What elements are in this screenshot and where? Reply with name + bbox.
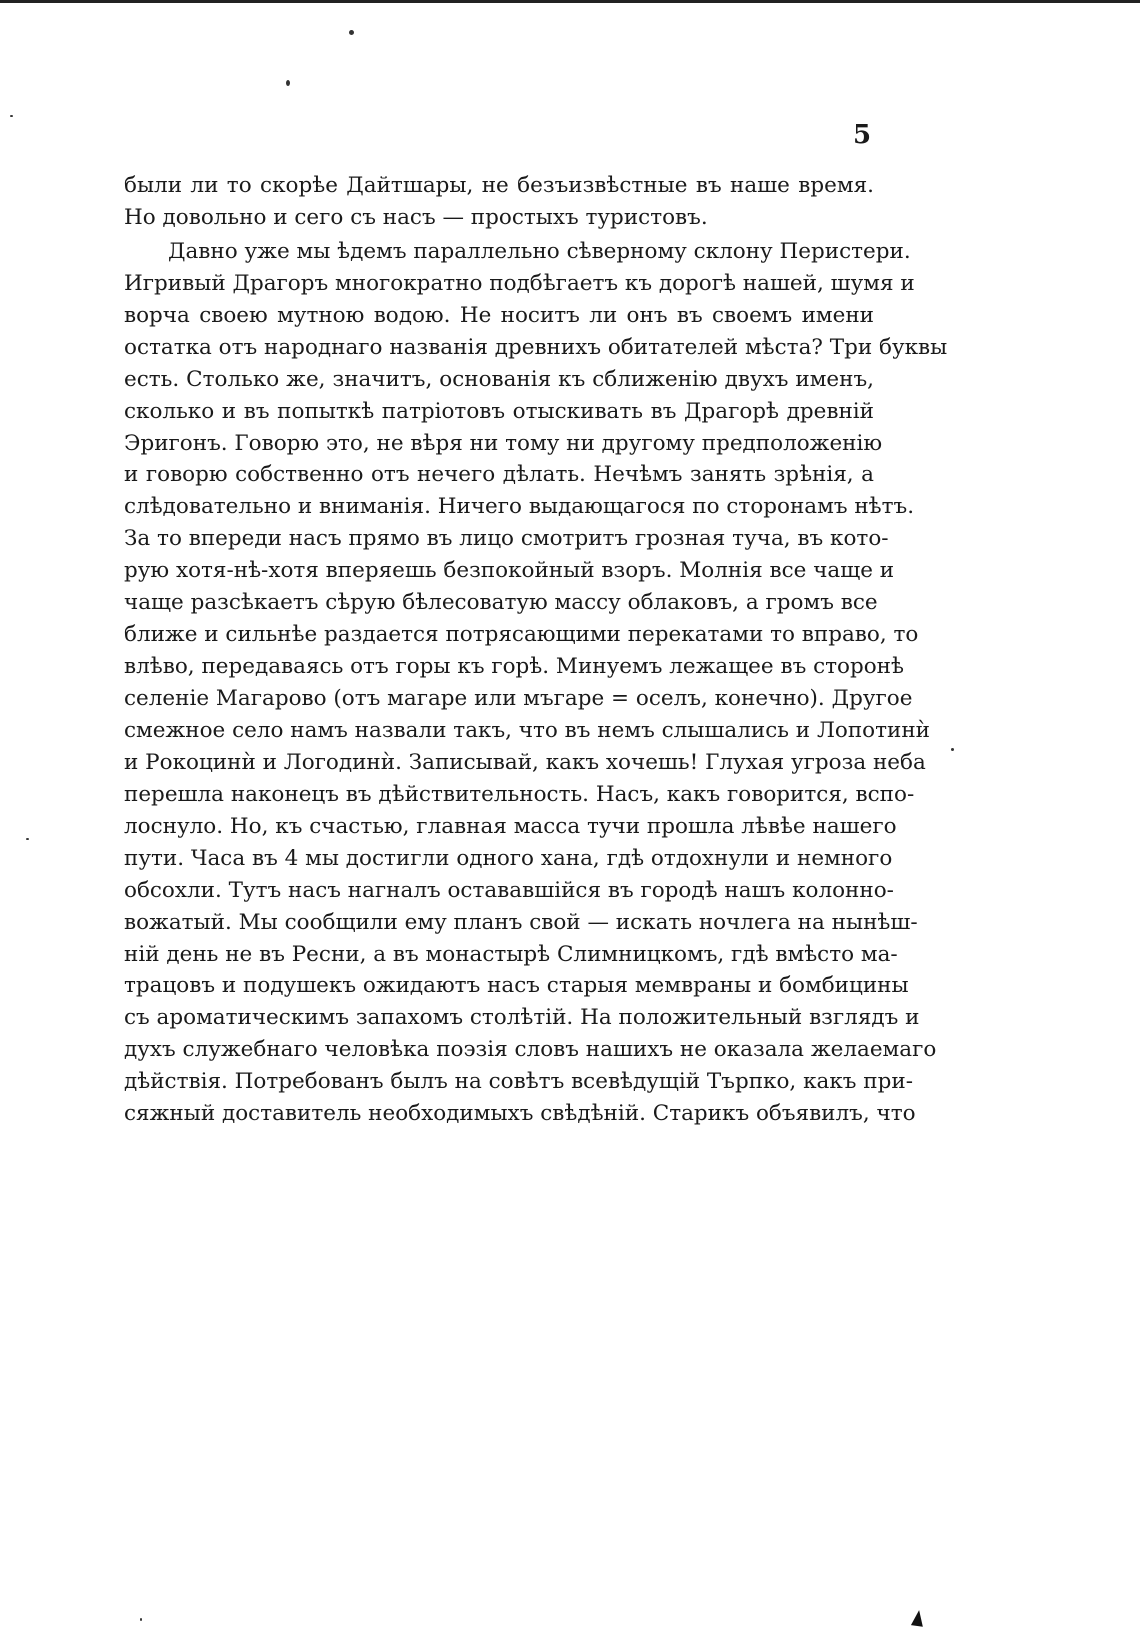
text-line: рую хотя-нѣ-хотя вперяешь безпокойный взоръ. Молнія все чаще и: [124, 558, 895, 584]
text-line: сяжный доставитель необходимыхъ свѣдѣній. Старикъ объявилъ, что: [124, 1101, 916, 1127]
text-line: чаще разсѣкаетъ сѣрую бѣлесоватую массу облаковъ, а громъ все: [124, 590, 878, 616]
text-line: съ ароматическимъ запахомъ столѣтій. На положительный взглядъ и: [124, 1005, 920, 1031]
text-line: За то впереди насъ прямо въ лицо смотритъ грозная туча, въ кото-: [124, 526, 889, 552]
text-line: Эригонъ. Говорю это, не вѣря ни тому ни другому предположенію: [124, 430, 883, 456]
text-line: трацовъ и подушекъ ожидаютъ насъ старыя мемвраны и бомбицины: [124, 973, 909, 999]
text-line: слѣдовательно и вниманія. Ничего выдающагося по сторонамъ нѣтъ.: [124, 494, 915, 520]
text-line: Давно уже мы ѣдемъ параллельно сѣверному склону Перистери.: [168, 238, 911, 264]
text-line: селеніе Магарово (отъ магаре или мъгаре = оселъ, конечно). Другое: [124, 686, 913, 711]
text-line: лоснуло. Но, къ счастью, главная масса тучи прошла лѣвѣе нашего: [124, 813, 897, 839]
text-line: были ли то скорѣе Дайтшары, не безъизвѣстные въ наше время.: [124, 173, 874, 198]
text-line: пути. Часа въ 4 мы достигли одного хана, гдѣ отдохнули и немного: [124, 845, 893, 871]
text-line: остатка отъ народнаго названія древнихъ обитателей мѣста? Три буквы: [124, 334, 948, 360]
text-line: и Рокоцинѝ и Логодинѝ. Записывай, какъ хочешь! Глухая угроза неба: [124, 749, 926, 775]
text-line: [124, 1130, 874, 1162]
text-line: ближе и сильнѣе раздается потрясающими перекатами то вправо, то: [124, 622, 919, 648]
scan-speck: [951, 748, 954, 751]
top-edge-rule: [0, 0, 1140, 3]
page-number: 5: [853, 120, 872, 150]
scan-speck: [140, 1618, 142, 1621]
scan-speck: [349, 30, 354, 35]
text-line: и говорю собственно отъ нечего дѣлать. Нечѣмъ занять зрѣнія, а: [124, 462, 874, 488]
scan-speck: [10, 115, 13, 117]
text-line: Игривый Драгоръ многократно подбѣгаетъ къ дорогѣ нашей, шумя и: [124, 270, 915, 296]
text-line: перешла наконецъ въ дѣйствительность. Насъ, какъ говорится, вспо-: [124, 781, 915, 807]
text-line: ворча своею мутною водою. Не носитъ ли онъ въ своемъ имени: [124, 302, 874, 328]
text-line: духъ служебнаго человѣка поэзія словъ нашихъ не оказала желаемаго: [124, 1037, 937, 1063]
corner-ink-mark: [911, 1609, 925, 1627]
scan-speck: [286, 80, 290, 86]
text-line: влѣво, передаваясь отъ горы къ горѣ. Минуемъ лежащее въ сторонѣ: [124, 654, 904, 680]
text-line: смежное село намъ назвали такъ, что въ немъ слышались и Лопотинѝ: [124, 717, 930, 743]
text-line: Но довольно и сего съ насъ — простыхъ туристовъ.: [124, 204, 708, 230]
text-line: дѣйствія. Потребованъ былъ на совѣтъ всевѣдущій Търпко, какъ при-: [124, 1069, 913, 1095]
paragraph: [124, 236, 948, 1194]
text-line: сколько и въ попыткѣ патріотовъ отыскивать въ Драгорѣ древній: [124, 398, 874, 424]
text-line: ній день не въ Ресни, а въ монастырѣ Слимницкомъ, гдѣ вмѣсто ма-: [124, 941, 898, 967]
text-line: [124, 1162, 874, 1194]
body-text: [124, 170, 948, 1194]
text-line: обсохли. Тутъ насъ нагналъ остававшійся въ городѣ нашъ колонно-: [124, 877, 894, 903]
text-line: есть. Столько же, значитъ, основанія къ сближенію двухъ именъ,: [124, 366, 874, 392]
paragraph: [124, 170, 874, 234]
scan-speck: [26, 838, 29, 840]
text-line: вожатый. Мы сообщили ему планъ свой — искать ночлега на нынѣш-: [124, 909, 918, 935]
